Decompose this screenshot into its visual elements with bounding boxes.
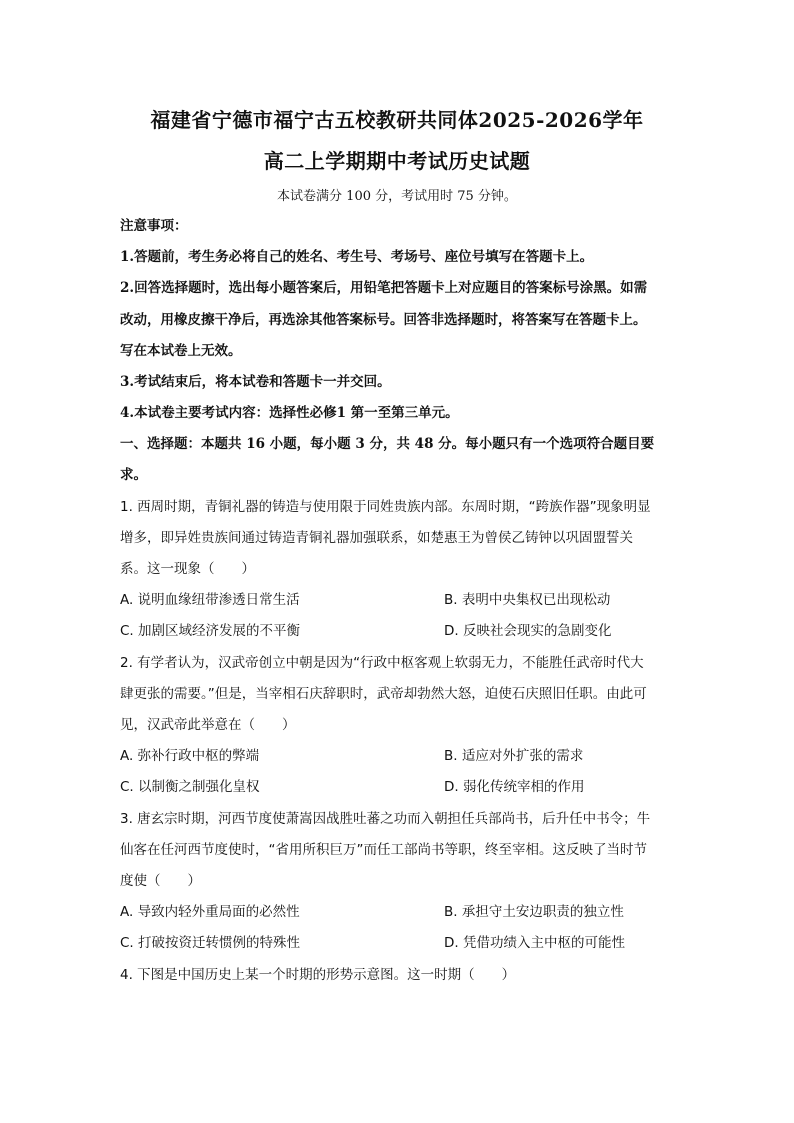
question-2-line: 见，汉武帝此举意在（ ）	[120, 717, 296, 733]
exam-title-line2: 高二上学期期中考试历史试题	[263, 149, 531, 173]
question-3-line: 度使（ ）	[120, 873, 201, 889]
section-heading-cont: 求。	[120, 467, 147, 483]
question-1-option-a: A. 说明血缘纽带渗透日常生活	[120, 592, 300, 608]
question-4-line: 4. 下图是中国历史上某一个时期的形势示意图。这一时期（ ）	[120, 967, 516, 983]
note-item: 4.本试卷主要考试内容：选择性必修1 第一至第三单元。	[120, 405, 459, 421]
note-item: 3.考试结束后，将本试卷和答题卡一并交回。	[120, 374, 391, 390]
question-1-option-d: D. 反映社会现实的急剧变化	[444, 623, 612, 639]
question-1-line: 1. 西周时期，青铜礼器的铸造与使用限于同姓贵族内部。东周时期，“跨族作器”现象明显	[120, 499, 651, 515]
question-3-option-b: B. 承担守土安边职责的独立性	[444, 904, 624, 920]
note-item: 1.答题前，考生务必将自己的姓名、考生号、考场号、座位号填写在答题卡上。	[120, 249, 594, 265]
question-2-line: 肆更张的需要。”但是，当宰相石庆辞职时，武帝却勃然大怒，迫使石庆照旧任职。由此可	[120, 686, 647, 702]
question-1-option-c: C. 加剧区域经济发展的不平衡	[120, 623, 301, 639]
question-2-option-a: A. 弥补行政中枢的弊端	[120, 748, 260, 764]
question-1-line: 增多，即异姓贵族间通过铸造青铜礼器加强联系，如楚惠王为曾侯乙铸钟以巩固盟誓关	[120, 530, 633, 546]
question-3-option-c: C. 打破按资迁转惯例的特殊性	[120, 935, 301, 951]
exam-subtitle: 本试卷满分 100 分，考试用时 75 分钟。	[277, 189, 517, 204]
question-2-option-d: D. 弱化传统宰相的作用	[444, 779, 585, 795]
section-heading: 一、选择题：本题共 16 小题，每小题 3 分，共 48 分。每小题只有一个选项符合题目要	[120, 436, 655, 452]
question-1-line: 系。这一现象（ ）	[120, 561, 255, 577]
note-item: 写在本试卷上无效。	[120, 343, 242, 359]
notes-heading: 注意事项：	[120, 218, 188, 234]
question-2-line: 2. 有学者认为，汉武帝创立中朝是因为“行政中枢客观上软弱无力，不能胜任武帝时代大	[120, 655, 644, 671]
note-item: 改动，用橡皮擦干净后，再选涂其他答案标号。回答非选择题时，将答案写在答题卡上。	[120, 312, 647, 328]
question-3-line: 仙客在任河西节度使时，“省用所积巨万”而任工部尚书等职，终至宰相。这反映了当时节	[120, 842, 647, 858]
question-3-line: 3. 唐玄宗时期，河西节度使萧嵩因战胜吐蕃之功而入朝担任兵部尚书，后升任中书令；牛	[120, 811, 651, 827]
question-2-option-b: B. 适应对外扩张的需求	[444, 748, 584, 764]
question-3-option-a: A. 导致内轻外重局面的必然性	[120, 904, 300, 920]
question-1-option-b: B. 表明中央集权已出现松动	[444, 592, 611, 608]
exam-title-line1: 福建省宁德市福宁古五校教研共同体2025-2026学年	[150, 108, 644, 132]
note-item: 2.回答选择题时，选出每小题答案后，用铅笔把答题卡上对应题目的答案标号涂黑。如需	[120, 280, 648, 296]
question-3-option-d: D. 凭借功绩入主中枢的可能性	[444, 935, 625, 951]
question-2-option-c: C. 以制衡之制强化皇权	[120, 779, 260, 795]
